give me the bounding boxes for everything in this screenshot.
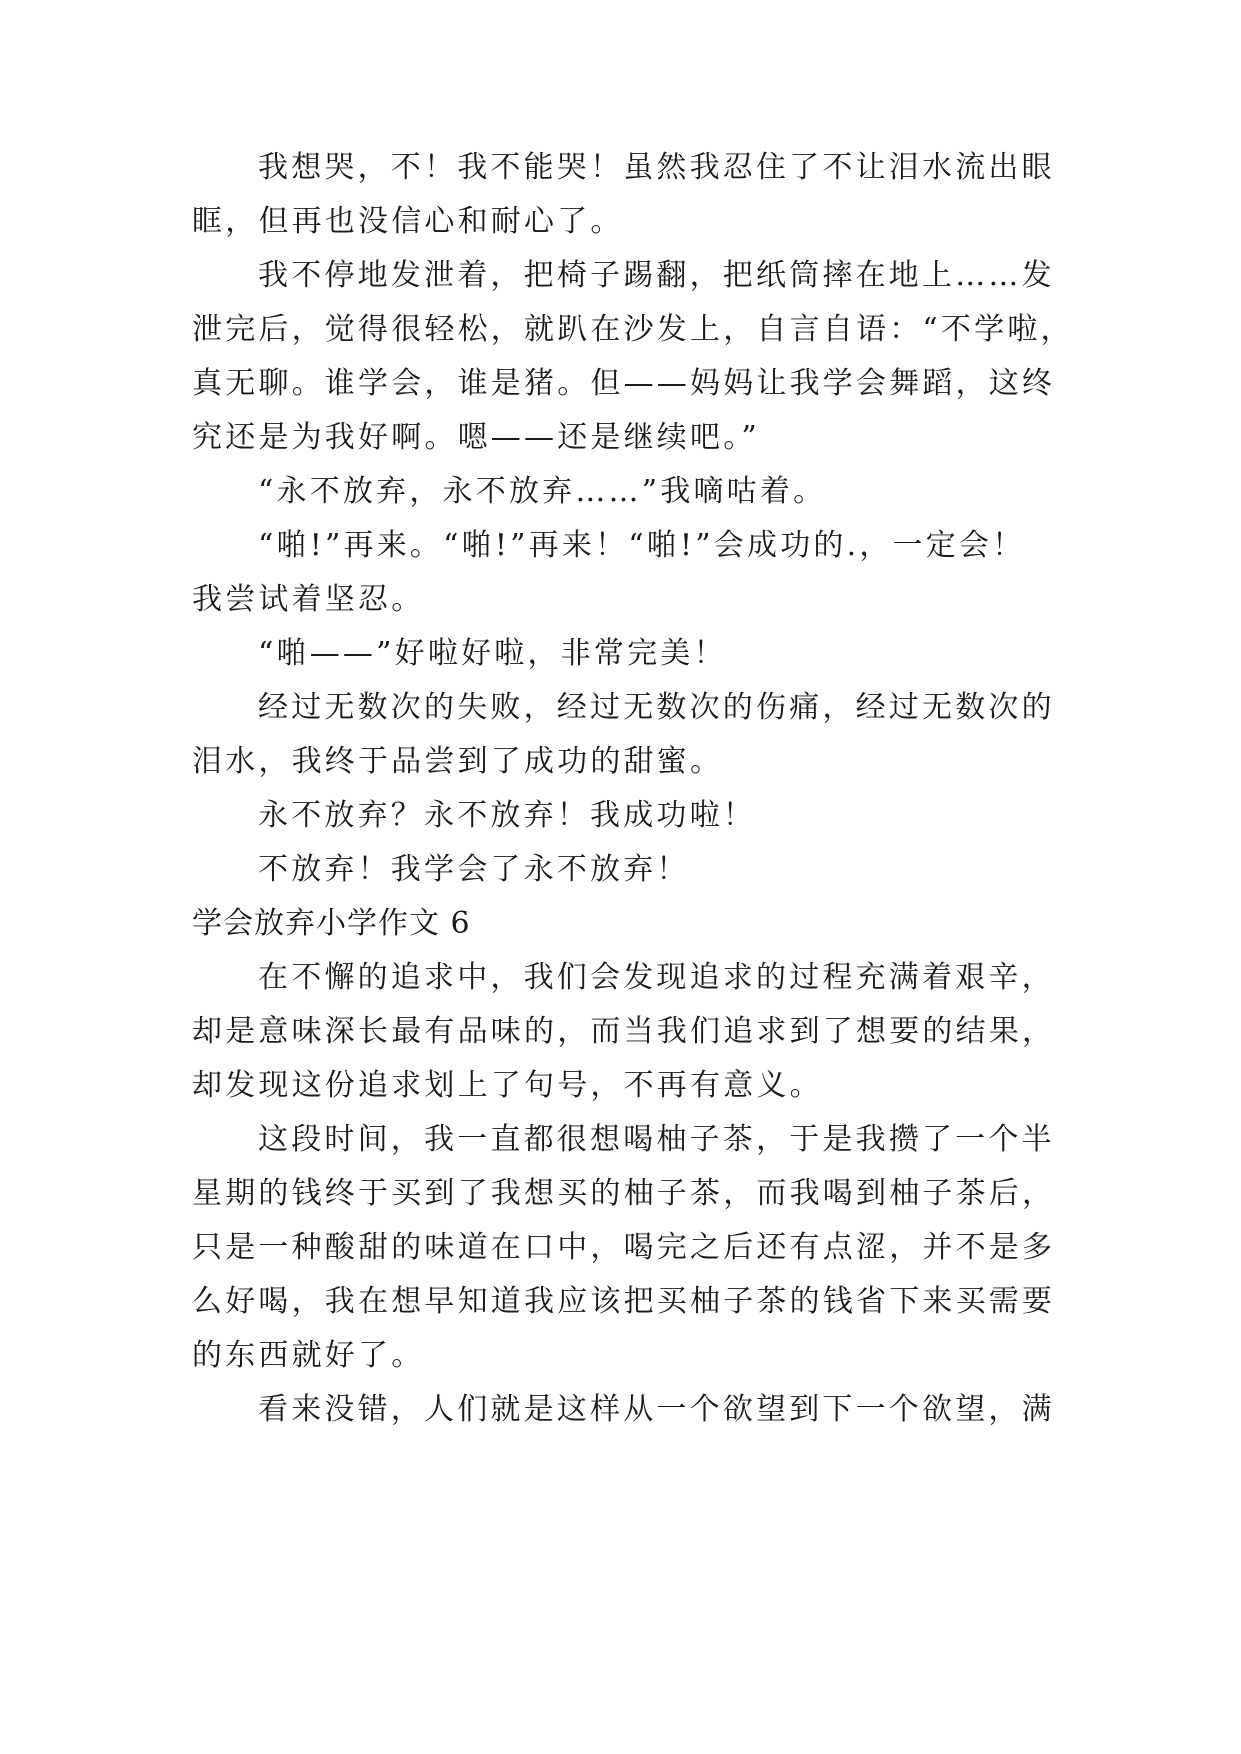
text-line: 我想哭，不！我不能哭！虽然我忍住了不让泪水流出眼 xyxy=(258,150,1055,185)
text-line: 真无聊。谁学会，谁是猪。但——妈妈让我学会舞蹈，这终 xyxy=(192,366,1056,401)
section-heading: 学会放弃小学作文 6 xyxy=(192,906,471,941)
text-line: 经过无数次的失败，经过无数次的伤痛，经过无数次的 xyxy=(258,690,1055,725)
text-line: “啪——”好啦好啦，非常完美！ xyxy=(258,636,727,671)
text-line: 泄完后，觉得很轻松，就趴在沙发上，自言自语：“不学啦， xyxy=(192,312,1074,347)
text-line: 永不放弃？永不放弃！我成功啦！ xyxy=(258,798,756,833)
text-line: 不放弃！我学会了永不放弃！ xyxy=(258,852,690,887)
text-line: 么好喝，我在想早知道我应该把买柚子茶的钱省下来买需要 xyxy=(192,1284,1056,1319)
text-line: 在不懈的追求中，我们会发现追求的过程充满着艰辛， xyxy=(258,960,1055,995)
text-line: “永不放弃，永不放弃……”我嘀咕着。 xyxy=(258,474,827,509)
text-line: 眶，但再也没信心和耐心了。 xyxy=(192,204,624,239)
text-line: 究还是为我好啊。嗯——还是继续吧。” xyxy=(192,420,760,455)
text-line: 看来没错，人们就是这样从一个欲望到下一个欲望，满 xyxy=(258,1392,1055,1427)
text-line: 泪水，我终于品尝到了成功的甜蜜。 xyxy=(192,744,724,779)
text-line: 只是一种酸甜的味道在口中，喝完之后还有点涩，并不是多 xyxy=(192,1230,1056,1265)
text-line: 我不停地发泄着，把椅子踢翻，把纸筒摔在地上……发 xyxy=(258,258,1055,293)
text-line: 却是意味深长最有品味的，而当我们追求到了想要的结果， xyxy=(192,1014,1056,1049)
text-line: “啪!”再来。“啪!”再来！“啪!”会成功的.，一定会！ xyxy=(258,528,1026,563)
text-line: 这段时间，我一直都很想喝柚子茶，于是我攒了一个半 xyxy=(258,1122,1055,1157)
text-line: 却发现这份追求划上了句号，不再有意义。 xyxy=(192,1068,823,1103)
text-line: 我尝试着坚忍。 xyxy=(192,582,425,617)
text-line: 的东西就好了。 xyxy=(192,1338,425,1373)
text-line: 星期的钱终于买到了我想买的柚子茶，而我喝到柚子茶后， xyxy=(192,1176,1056,1211)
